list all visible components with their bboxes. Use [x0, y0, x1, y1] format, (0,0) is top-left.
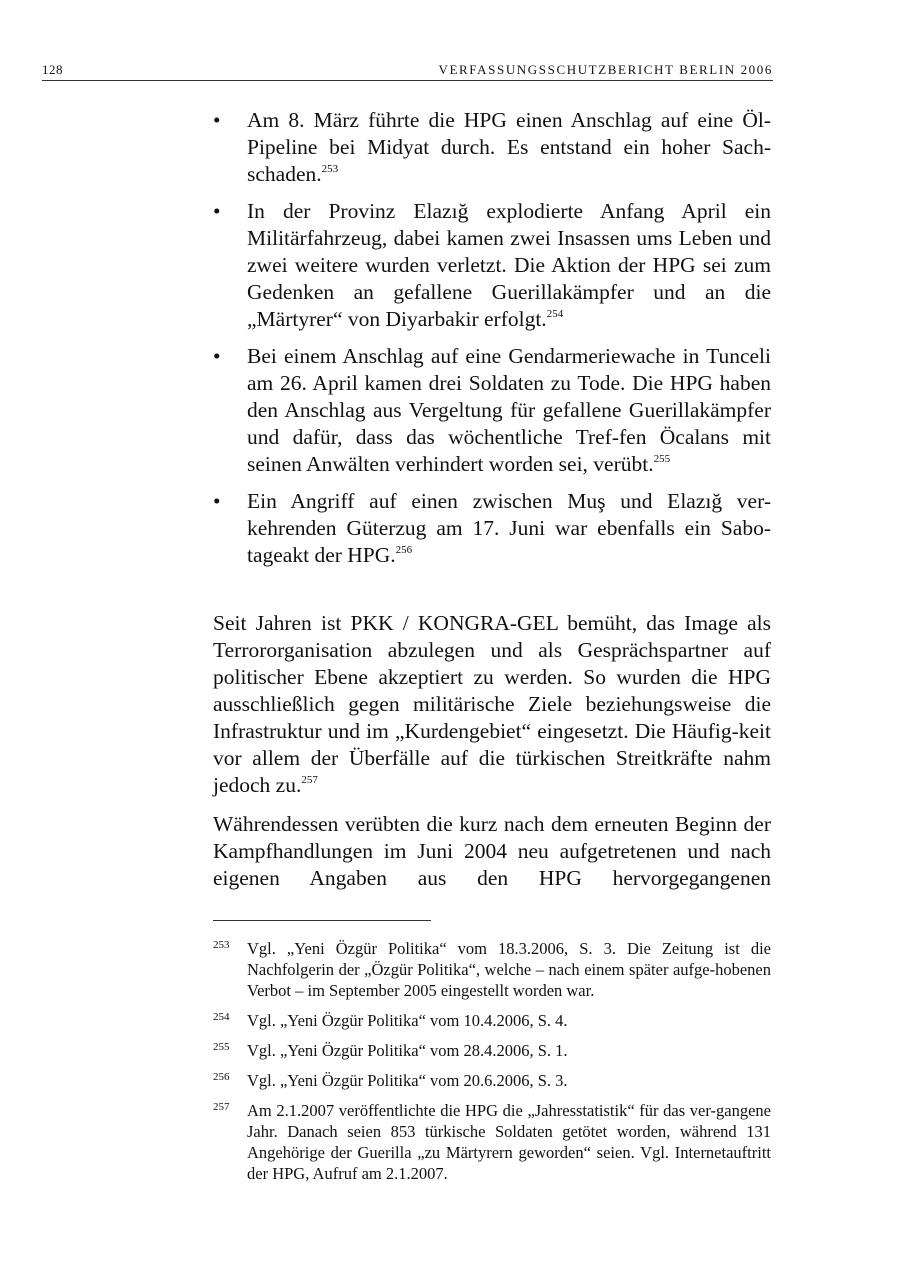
bullet-marker: •: [213, 489, 221, 513]
bullet-list: [213, 107, 771, 579]
bullet-text: In der Provinz Elazığ explodierte Anfang April ein Militärfahrzeug, dabei kamen zwei Insassen ums Leben und zwei weitere wurden verletzt. Die Aktion der HPG sei zum Gedenken an gefallene Guerillakämpfer und an die „Märtyrer“ von Diyarbakir erfolgt.: [247, 199, 771, 331]
footnote-text: Am 2.1.2007 veröffentlichte die HPG die „Jahresstatistik“ für das ver-gangene Jahr. Danach seien 853 türkische Soldaten getötet worden, während 131 Angehörige der Guerilla „zu Märtyrern geworden“ seien. Vgl. Internetauftritt der HPG, Aufruf am 2.1.2007.: [247, 1101, 771, 1183]
footnote-text: Vgl. „Yeni Özgür Politika“ vom 20.6.2006, S. 3.: [247, 1071, 568, 1090]
footnote-number: 255: [213, 1041, 230, 1053]
footnote: [213, 1040, 771, 1061]
page-header: [42, 62, 773, 81]
footnote-number: 257: [213, 1101, 230, 1113]
body-paragraph: [213, 811, 771, 892]
footnote: [213, 1070, 771, 1091]
footnote-ref: 255: [653, 453, 671, 465]
footnote-separator: [213, 920, 431, 921]
footnote-number: 256: [213, 1071, 230, 1083]
footnote-text: Vgl. „Yeni Özgür Politika“ vom 10.4.2006, S. 4.: [247, 1011, 568, 1030]
footnote-ref: 256: [395, 544, 413, 556]
footnote: [213, 1010, 771, 1031]
footnotes: [213, 938, 771, 1193]
bullet-marker: •: [213, 344, 221, 368]
running-title: VERFASSUNGSSCHUTZBERICHT BERLIN 2006: [438, 62, 773, 77]
body-paragraph: [213, 610, 771, 799]
bullet-text: Bei einem Anschlag auf eine Gendarmeriewache in Tunceli am 26. April kamen drei Soldaten zu Tode. Die HPG haben den Anschlag aus Vergeltung für gefallene Guerillakämpfer und dafür, dass das wöchentliche Tref-fen Öcalans mit seinen Anwälten verhindert worden sei, verübt.: [247, 344, 771, 476]
bullet-item: [213, 488, 771, 569]
bullet-item: [213, 107, 771, 188]
footnote-text: Vgl. „Yeni Özgür Politika“ vom 18.3.2006, S. 3. Die Zeitung ist die Nachfolgerin der „Özgür Politika“, welche – nach einem später aufge-hobenen Verbot – im September 2005 eingestellt worden war.: [247, 939, 771, 1000]
bullet-marker: •: [213, 199, 221, 223]
paragraph-text: Währendessen verübten die kurz nach dem erneuten Beginn der Kampfhandlungen im Juni 2004 neu aufgetretenen und nach eigenen Angaben aus den HPG hervorgegangenen: [213, 812, 771, 890]
footnote-text: Vgl. „Yeni Özgür Politika“ vom 28.4.2006, S. 1.: [247, 1041, 568, 1060]
footnote-ref: 254: [546, 308, 564, 320]
footnote-number: 253: [213, 939, 230, 951]
page-number: 128: [42, 62, 63, 77]
footnote-ref: 253: [321, 163, 339, 175]
paragraph-text: Seit Jahren ist PKK / KONGRA-GEL bemüht, das Image als Terrororganisation abzulegen und als Gesprächspartner auf politischer Ebene akzeptiert zu werden. So wurden die HPG ausschließlich gegen militärische Ziele beziehungsweise die Infrastruktur und im „Kurdengebiet“ eingesetzt. Die Häufig-keit vor allem der Überfälle auf die türkischen Streitkräfte nahm jedoch zu.: [213, 611, 771, 797]
bullet-item: [213, 343, 771, 478]
footnote: [213, 1100, 771, 1184]
footnote-number: 254: [213, 1011, 230, 1023]
bullet-text: Am 8. März führte die HPG einen Anschlag auf eine Öl-Pipeline bei Midyat durch. Es entstand ein hoher Sach-schaden.: [247, 108, 771, 186]
bullet-marker: •: [213, 108, 221, 132]
bullet-item: [213, 198, 771, 333]
footnote-ref: 257: [301, 774, 318, 786]
bullet-text: Ein Angriff auf einen zwischen Muş und Elazığ ver-kehrenden Güterzug am 17. Juni war ebenfalls ein Sabo-tageakt der HPG.: [247, 489, 771, 567]
footnote: [213, 938, 771, 1001]
